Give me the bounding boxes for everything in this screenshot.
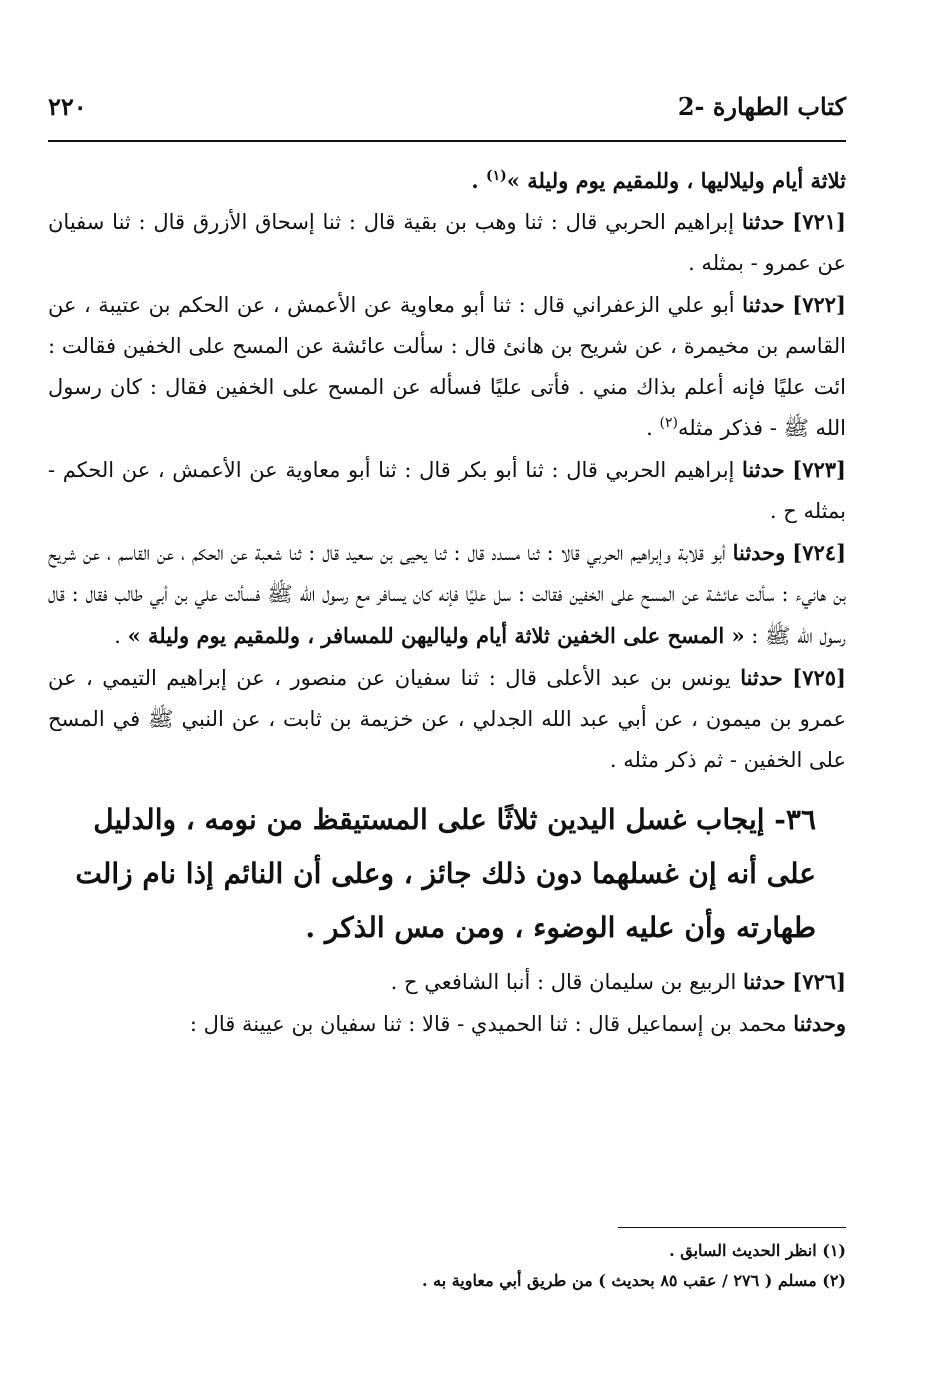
- hadith-721: [48, 201, 846, 284]
- hadith-number: [٧٢٢]: [792, 292, 846, 317]
- hadith-lead: حدثنا: [742, 457, 785, 482]
- page-number: ٢٢٠: [48, 91, 87, 121]
- footnote-1: (١) انظر الحديث السابق .: [669, 1241, 846, 1260]
- header-rule: [48, 140, 846, 142]
- hadith-lead: وحدثنا: [732, 540, 786, 565]
- hadith-726: [48, 961, 846, 1003]
- hadith-lead: وحدثنا: [793, 1011, 846, 1036]
- hadith-number: [٧٢٣]: [792, 457, 846, 482]
- hadith-lead: حدثنا: [740, 665, 783, 690]
- hadith-text: الربيع بن سليمان قال : أنبا الشافعي ح .: [390, 970, 743, 994]
- hadith-number: [٧٢٦]: [792, 969, 846, 994]
- hadith-726-continued: [48, 1003, 846, 1045]
- hadith-number: [٧٢٥]: [792, 665, 846, 690]
- hadith-lead: حدثنا: [743, 969, 786, 994]
- hadith-text: محمد بن إسماعيل قال : ثنا الحميدي - قالا : ثنا سفيان بن عيينة قال :: [189, 1012, 794, 1036]
- chapter-heading: ٣٦- إيجاب غسل اليدين ثلاثًا على المستيقظ من نومه ، والدليل على أنه إن غسلهما دون ذلك جائز ، وعلى أن النائم إذا نام زالت طهارته وأن عليه الوضوء ، ومن مس الذكر .: [75, 803, 816, 944]
- footnotes: [48, 1236, 846, 1296]
- hadith-lead: حدثنا: [742, 292, 785, 317]
- page-header: [48, 86, 846, 126]
- hadith-lead: حدثنا: [741, 209, 785, 234]
- footnote-ref: (١): [486, 168, 507, 184]
- page-body: [48, 160, 846, 1045]
- hadith-number: [٧٢٤]: [792, 540, 846, 565]
- hadith-text: أبو علي الزعفراني قال : ثنا أبو معاوية عن الأعمش ، عن الحكم بن عتيبة ، عن القاسم بن مخيمرة ، عن شريح بن هانئ قال : سألت عائشة عن المسح على الخفين فقالت : ائت عليًا فإنه أعلم بذاك مني . فأتى عليًا فسأله عن المسح على الخفين فقال : كان رسول الله ﷺ - فذكر مثله: [48, 293, 847, 440]
- hadith-723: [48, 449, 846, 532]
- footnote-2: (٢) مسلم ( ٢٧٦ / عقب ٨٥ بحديث ) من طريق أبي معاوية به .: [421, 1271, 846, 1290]
- footnote-rule: [618, 1227, 846, 1228]
- footnote-ref: (٢): [659, 415, 678, 431]
- hadith-text: يونس بن عبد الأعلى قال : ثنا سفيان عن منصور ، عن إبراهيم التيمي ، عن عمرو بن ميمون ، عن أبي عبد الله الجدلي ، عن خزيمة بن ثابت ، عن النبي ﷺ في المسح على الخفين - ثم ذكر مثله .: [48, 666, 846, 772]
- hadith-text: إبراهيم الحربي قال : ثنا أبو بكر قال : ثنا أبو معاوية عن الأعمش ، عن الحكم - بمثله ح .: [48, 458, 846, 523]
- running-title: 2- كتاب الطهارة: [677, 91, 846, 121]
- hadith-quote: « المسح على الخفين ثلاثة أيام ولياليهن للمسافر ، وللمقيم يوم وليلة »: [127, 623, 745, 648]
- hadith-722: [٧٢٢] حدثنا أبو علي الزعفراني قال : ثنا أبو معاوية عن الأعمش ، عن الحكم بن عتيبة ، عن القاسم بن مخيمرة ، عن شريح بن هانئ قال : سألت عائشة عن المسح على الخفين فقالت : ائت عليًا فإنه أعلم بذاك مني . فأتى عليًا فسأله عن المسح على الخفين فقال : كان رسول الله ﷺ - فذكر مثله$^{(٢)}$ .: [48, 292, 847, 440]
- hadith-text: إبراهيم الحربي قال : ثنا وهب بن بقية قال : ثنا إسحاق الأزرق قال : ثنا سفيان عن عمرو - بمثله .: [48, 210, 846, 275]
- hadith-number: [٧٢١]: [792, 209, 846, 234]
- paragraph-continuation: ثلاثة أيام وليلاليها ، وللمقيم يوم وليلة »$^{(١)}$ .: [471, 168, 846, 193]
- hadith-724: [٧٢٤] وحدثنا أبو قلابة وإبراهيم الحربي قالا : ثنا مسدد قال : ثنا يحيى بن سعيد قال : ثنا شعبة عن الحكم ، عن القاسم ، عن شريح بن هانيء : سألت عائشة عن المسح على الخفين فقالت : سل عليًا فإنه كان يسافر مع رسول الله ﷺ فسألت علي بن أبي طالب فقال : قال رسول الله ﷺ : « المسح على الخفين ثلاثة أيام ولياليهن للمسافر ، وللمقيم يوم وليلة » .: [48, 540, 846, 648]
- hadith-text: أبو قلابة وإبراهيم الحربي قالا : ثنا مسدد قال : ثنا يحيى بن سعيد قال : ثنا شعبة عن الحكم ، عن القاسم ، عن شريح بن هانيء : سألت عائشة عن المسح على الخفين فقالت : سل عليًا فإنه كان يسافر مع رسول الله ﷺ فسألت علي بن أبي طالب فقال : قال رسول الله ﷺ :: [48, 541, 846, 648]
- hadith-725: [48, 657, 846, 781]
